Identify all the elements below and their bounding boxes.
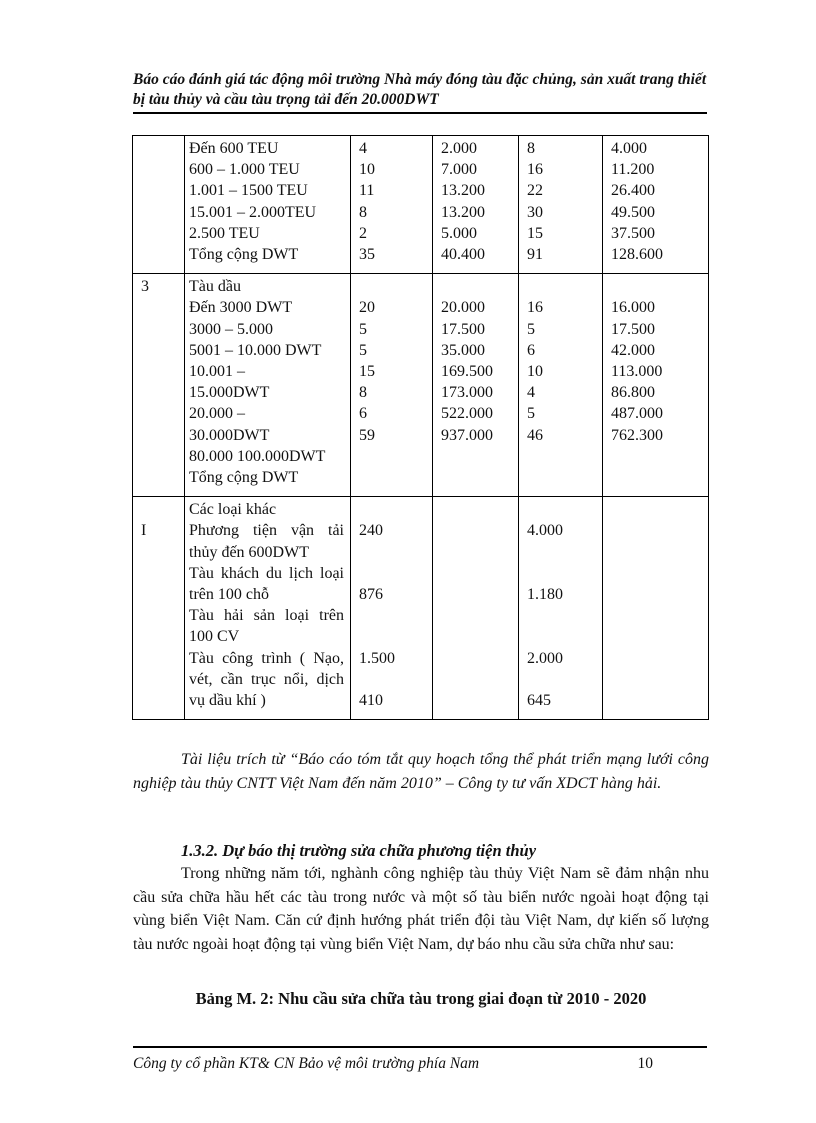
row-number: I [133,497,185,720]
page-footer [133,1046,707,1074]
table-caption: Bảng M. 2: Nhu cầu sửa chữa tàu trong giai đoạn từ 2010 - 2020 [195,989,647,1008]
table-row [133,136,709,274]
header-title: Báo cáo đánh giá tác động môi trường Nhà máy đóng tàu đặc chủng, sản xuất trang thiết bị tàu thủy và cầu tàu trọng tải đến 20.000DWT [133,71,707,108]
row-description: Đến 600 TEU 600 – 1.000 TEU 1.001 – 1500 TEU 15.001 – 2.000TEU 2.500 TEU Tổng cộng DWT [185,136,351,274]
row-col1: 20 5 5 15 8 6 59 [351,274,433,497]
fleet-table [132,135,709,720]
row-number [133,136,185,274]
row-col4: 16.000 17.500 42.000 113.000 86.800 487.000 762.300 [603,274,709,497]
row-description: Tàu dầu Đến 3000 DWT 3000 – 5.000 5001 – 10.000 DWT 10.001 – 15.000DWT 20.000 – 30.000DWT 80.000 100.000DWT Tổng cộng DWT [185,274,351,497]
section-title: 1.3.2. Dự báo thị trường sửa chữa phương tiện thủy [181,841,537,860]
row-col2: 2.000 7.000 13.200 13.200 5.000 40.400 [433,136,519,274]
row-col4 [603,497,709,720]
source-citation: Tài liệu trích từ “Báo cáo tóm tắt quy hoạch tổng thể phát triển mạng lưới công nghiệp tàu thủy CNTT Việt Nam đến năm 2010” – Công ty tư vấn XDCT hàng hải. [133,751,709,792]
row-number: 3 [133,274,185,497]
row-col2 [433,497,519,720]
page-number: 10 [637,1055,653,1072]
footer-company: Công ty cổ phần KT& CN Bảo vệ môi trường phía Nam [133,1055,480,1072]
row-col4: 4.000 11.200 26.400 49.500 37.500 128.600 [603,136,709,274]
row-col1: 240 876 1.500 410 [351,497,433,720]
row-col3: 16 5 6 10 4 5 46 [519,274,603,497]
body-paragraph: Trong những năm tới, nghành công nghiệp tàu thủy Việt Nam sẽ đảm nhận nhu cầu sửa chữa hầu hết các tàu trong nước và một số tàu biển nước ngoài hoạt động tại vùng biển Việt Nam. Căn cứ định hướng phát triển đội tàu Việt Nam, dự kiến số lượng tàu nước ngoài hoạt động tại vùng biển Việt Nam, dự báo nhu cầu sửa chữa như sau: [133,865,709,953]
page-header [133,70,707,114]
table-row [133,497,709,720]
table-row [133,274,709,497]
row-description: Các loại khác Phương tiện vận tải thủy đến 600DWT Tàu khách du lịch loại trên 100 chỗ Tàu hải sản loại trên 100 CV Tàu công trình ( Nạo, vét, cần trục nổi, dịch vụ dầu khí ) [185,497,351,720]
row-col3: 4.000 1.180 2.000 645 [519,497,603,720]
row-col2: 20.000 17.500 35.000 169.500 173.000 522.000 937.000 [433,274,519,497]
row-col3: 8 16 22 30 15 91 [519,136,603,274]
row-col1: 4 10 11 8 2 35 [351,136,433,274]
